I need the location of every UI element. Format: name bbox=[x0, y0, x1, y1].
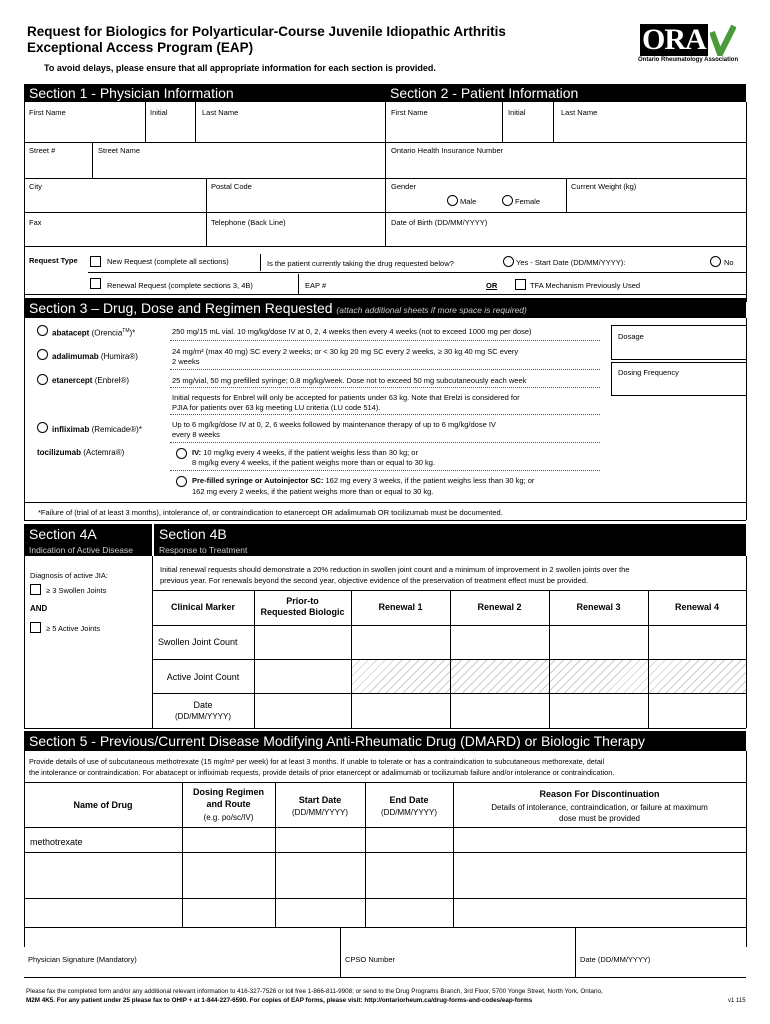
dosing-header-1: Dosing Regimen bbox=[192, 787, 264, 797]
tocilizumab-sc-radio[interactable] bbox=[176, 476, 187, 487]
logo-wordmark: ORA bbox=[642, 23, 706, 56]
female-radio[interactable] bbox=[502, 195, 513, 206]
toci-sc-dose-2: 162 mg every 2 weeks, if the patient weighs more than or equal to 30 kg. bbox=[192, 487, 434, 496]
logo-subtitle: Ontario Rheumatology Association bbox=[638, 57, 739, 63]
yes-start-date-label: Yes - Start Date (DD/MM/YYYY): bbox=[516, 258, 626, 267]
adalimumab-name: adalimumab (Humira®) bbox=[52, 352, 138, 361]
dosing-header-3: (e.g. po/sc/IV) bbox=[203, 813, 254, 822]
phys-street-no-label: Street # bbox=[29, 146, 56, 155]
end-date-format: (DD/MM/YYYY) bbox=[381, 808, 437, 817]
end-date-header: End Date bbox=[389, 795, 429, 805]
section5-text-2: the intolerance or contraindication. For abatacept or infliximab requests, provide details of prior etanercept or adalimumab or tocilizumab failure and/or intolerance or contraindication. bbox=[29, 768, 615, 777]
reason-header: Reason For Discontinuation bbox=[539, 789, 660, 799]
etanercept-dose: 25 mg/vial, 50 mg prefilled syringe; 0.8 mg/kg/week. Dose not to exceed 50 mg subcutaneously each week bbox=[172, 376, 527, 385]
dosing-header-2: and Route bbox=[206, 799, 251, 809]
pat-initial-label: Initial bbox=[508, 108, 526, 117]
methotrexate-row: methotrexate bbox=[30, 837, 83, 847]
male-radio[interactable] bbox=[447, 195, 458, 206]
footer-line-1: Please fax the completed form and/or any additional relevant information to 416-327-7526 or toll free 1-866-811-9908; or send to the Drug Programs Branch, 3rd Floor, 5700 Yonge Street, North York, Ontario, bbox=[26, 988, 603, 995]
phys-postal-label: Postal Code bbox=[211, 182, 252, 191]
start-date-format: (DD/MM/YYYY) bbox=[292, 808, 348, 817]
section3-header: Section 3 – Drug, Dose and Regimen Requested (attach additional sheets if more space is required) bbox=[24, 298, 746, 318]
section4b-header: Section 4B bbox=[154, 524, 746, 544]
cpso-label: CPSO Number bbox=[345, 955, 396, 964]
signature-label: Physician Signature (Mandatory) bbox=[28, 955, 137, 964]
diagnosis-label: Diagnosis of active JIA: bbox=[30, 571, 108, 580]
active-joints-checkbox[interactable] bbox=[30, 622, 41, 633]
pat-dob-label: Date of Birth (DD/MM/YYYY) bbox=[391, 218, 488, 227]
pat-ohip-label: Ontario Health Insurance Number bbox=[391, 146, 504, 155]
etanercept-radio[interactable] bbox=[37, 374, 48, 385]
section1-header: Section 1 - Physician Information bbox=[24, 84, 385, 102]
request-type-label: Request Type bbox=[29, 256, 78, 265]
phys-first-name-label: First Name bbox=[29, 108, 66, 117]
tocilizumab-iv-radio[interactable] bbox=[176, 448, 187, 459]
pat-weight-label: Current Weight (kg) bbox=[571, 182, 637, 191]
no-label: No bbox=[724, 258, 734, 267]
renewal-3-header: Renewal 3 bbox=[576, 602, 621, 612]
tocilizumab-name: tocilizumab (Actemra®) bbox=[37, 448, 125, 457]
tfa-label: TFA Mechanism Previously Used bbox=[530, 281, 641, 290]
phys-telephone-label: Telephone (Back Line) bbox=[211, 218, 286, 227]
active-count-label: Active Joint Count bbox=[166, 672, 240, 682]
pat-last-name-label: Last Name bbox=[561, 108, 598, 117]
swollen-joints-label: ≥ 3 Swollen Joints bbox=[46, 586, 107, 595]
clinical-marker-header: Clinical Marker bbox=[170, 602, 236, 612]
section4a-header: Section 4A bbox=[24, 524, 152, 544]
infliximab-dose-2: every 8 weeks bbox=[172, 430, 220, 439]
yes-radio[interactable] bbox=[503, 256, 514, 267]
active-joints-label: ≥ 5 Active Joints bbox=[46, 624, 101, 633]
section5-header: Section 5 - Previous/Current Disease Modifying Anti-Rheumatic Drug (DMARD) or Biologic Therapy bbox=[24, 731, 746, 751]
dosage-label: Dosage bbox=[618, 332, 644, 341]
and-label: AND bbox=[30, 604, 48, 613]
or-label: OR bbox=[486, 281, 498, 290]
dosing-frequency-label: Dosing Frequency bbox=[618, 368, 679, 377]
new-request-label: New Request (complete all sections) bbox=[107, 257, 229, 266]
no-radio[interactable] bbox=[710, 256, 721, 267]
date-label: Date bbox=[193, 700, 213, 710]
adalimumab-dose-1: 24 mg/m² (max 40 mg) SC every 2 weeks; or < 30 kg 20 mg SC every 2 weeks, ≥ 30 kg 40 mg SC every bbox=[172, 347, 519, 356]
pat-gender-label: Gender bbox=[391, 182, 417, 191]
section3-note: (attach additional sheets if more space is required) bbox=[336, 305, 527, 315]
dosage-field[interactable] bbox=[611, 325, 746, 360]
version-label: v1 115 bbox=[728, 998, 746, 1004]
abatacept-radio[interactable] bbox=[37, 325, 48, 336]
renewal-request-label: Renewal Request (complete sections 3, 4B) bbox=[107, 281, 253, 290]
abatacept-dose: 250 mg/15 mL vial. 10 mg/kg/dose IV at 0, 2, 4 weeks then every 4 weeks (not to exceed 1000 mg per dose) bbox=[172, 327, 532, 336]
swollen-joints-checkbox[interactable] bbox=[30, 584, 41, 595]
prior-header-2: Requested Biologic bbox=[260, 607, 345, 617]
toci-sc-dose-1: Pre-filled syringe or Autoinjector SC: 162 mg every 3 weeks, if the patient weighs less than 30 kg; or bbox=[192, 476, 535, 485]
renewal-1-header: Renewal 1 bbox=[378, 602, 423, 612]
start-date-header: Start Date bbox=[298, 795, 342, 805]
phys-street-label: Street Name bbox=[98, 146, 141, 155]
infliximab-radio[interactable] bbox=[37, 422, 48, 433]
section4b-text-1: Initial renewal requests should demonstrate a 20% reduction in swollen joint count and a minimum of improvement in 2 swollen joints over the bbox=[160, 565, 630, 574]
renewal-4-header: Renewal 4 bbox=[674, 602, 720, 612]
phys-last-name-label: Last Name bbox=[202, 108, 239, 117]
form-title-line2: Exceptional Access Program (EAP) bbox=[27, 40, 254, 55]
adalimumab-radio[interactable] bbox=[37, 349, 48, 360]
instruction-text: To avoid delays, please ensure that all appropriate information for each section is provided. bbox=[44, 63, 436, 73]
phys-initial-label: Initial bbox=[150, 108, 168, 117]
infliximab-dose-1: Up to 6 mg/kg/dose IV at 0, 2, 6 weeks followed by maintenance therapy of up to 6 mg/kg/dose IV bbox=[172, 420, 496, 429]
phys-fax-label: Fax bbox=[29, 218, 42, 227]
abatacept-name: abatacept (Orencia™)* bbox=[52, 328, 136, 338]
dosing-frequency-field[interactable] bbox=[611, 362, 746, 396]
reason-subtext-2: dose must be provided bbox=[559, 814, 640, 823]
prior-header-1: Prior-to bbox=[286, 596, 319, 606]
new-request-checkbox[interactable] bbox=[90, 256, 101, 267]
date-format-label: (DD/MM/YYYY) bbox=[175, 712, 231, 721]
etanercept-name: etanercept (Enbrel®) bbox=[52, 376, 130, 385]
taking-drug-question: Is the patient currently taking the drug requested below? bbox=[267, 259, 454, 268]
footer-line-2: M2M 4K5. For any patient under 25 please fax to OHIP + at 1-844-227-6590. For copies of EAP forms, please visit: http://ontariorheum.ca/drug-forms-and-codes/eap-forms bbox=[26, 997, 533, 1004]
form-title-line1: Request for Biologics for Polyarticular-Course Juvenile Idiopathic Arthritis bbox=[27, 24, 506, 39]
section4a-subtitle: Indication of Active Disease bbox=[24, 544, 152, 556]
pat-first-name-label: First Name bbox=[391, 108, 428, 117]
section2-header: Section 2 - Patient Information bbox=[385, 84, 746, 102]
ora-logo bbox=[638, 24, 746, 62]
section4b-text-2: previous year. For renewals beyond the second year, objective evidence of the preservation of treatment effect must be provided. bbox=[160, 576, 589, 585]
erelzi-note-2: PJIA for patients over 63 kg meeting LU criteria (LU code 514). bbox=[172, 403, 381, 412]
section5-text-1: Provide details of use of subcutaneous methotrexate (15 mg/m² per week) for at least 3 months. If unable to tolerate or has a contraindication to subcutaneous methorexate, detail bbox=[29, 757, 605, 766]
adalimumab-dose-2: 2 weeks bbox=[172, 357, 200, 366]
erelzi-note-1: Initial requests for Enbrel will only be accepted for patients under 63 kg. Note that Erelzi is considered for bbox=[172, 393, 520, 402]
toci-iv-dose-2: 8 mg/kg every 4 weeks, if the patient weighs more than or equal to 30 kg. bbox=[192, 458, 436, 467]
section4b-subtitle: Response to Treatment bbox=[154, 544, 746, 556]
eap-number-label: EAP # bbox=[305, 281, 327, 290]
phys-city-label: City bbox=[29, 182, 42, 191]
infliximab-name: infliximab (Remicade®)* bbox=[52, 425, 142, 434]
reason-subtext-1: Details of intolerance, contraindication, or failure at maximum bbox=[491, 803, 708, 812]
male-label: Male bbox=[460, 197, 477, 206]
female-label: Female bbox=[515, 197, 541, 206]
sign-date-label: Date (DD/MM/YYYY) bbox=[580, 955, 651, 964]
renewal-2-header: Renewal 2 bbox=[477, 602, 522, 612]
swollen-count-label: Swollen Joint Count bbox=[158, 637, 238, 647]
toci-iv-dose-1: IV: 10 mg/kg every 4 weeks, if the patient weighs less than 30 kg; or bbox=[192, 448, 418, 457]
tfa-checkbox[interactable] bbox=[515, 279, 526, 290]
section3-footnote: *Failure of (trial of at least 3 months), intolerance of, or contraindication to etanercept OR adalimumab OR tocilizumab must be documented. bbox=[38, 508, 503, 517]
drug-name-header: Name of Drug bbox=[73, 800, 133, 810]
renewal-request-checkbox[interactable] bbox=[90, 278, 101, 289]
check-icon bbox=[710, 24, 736, 56]
